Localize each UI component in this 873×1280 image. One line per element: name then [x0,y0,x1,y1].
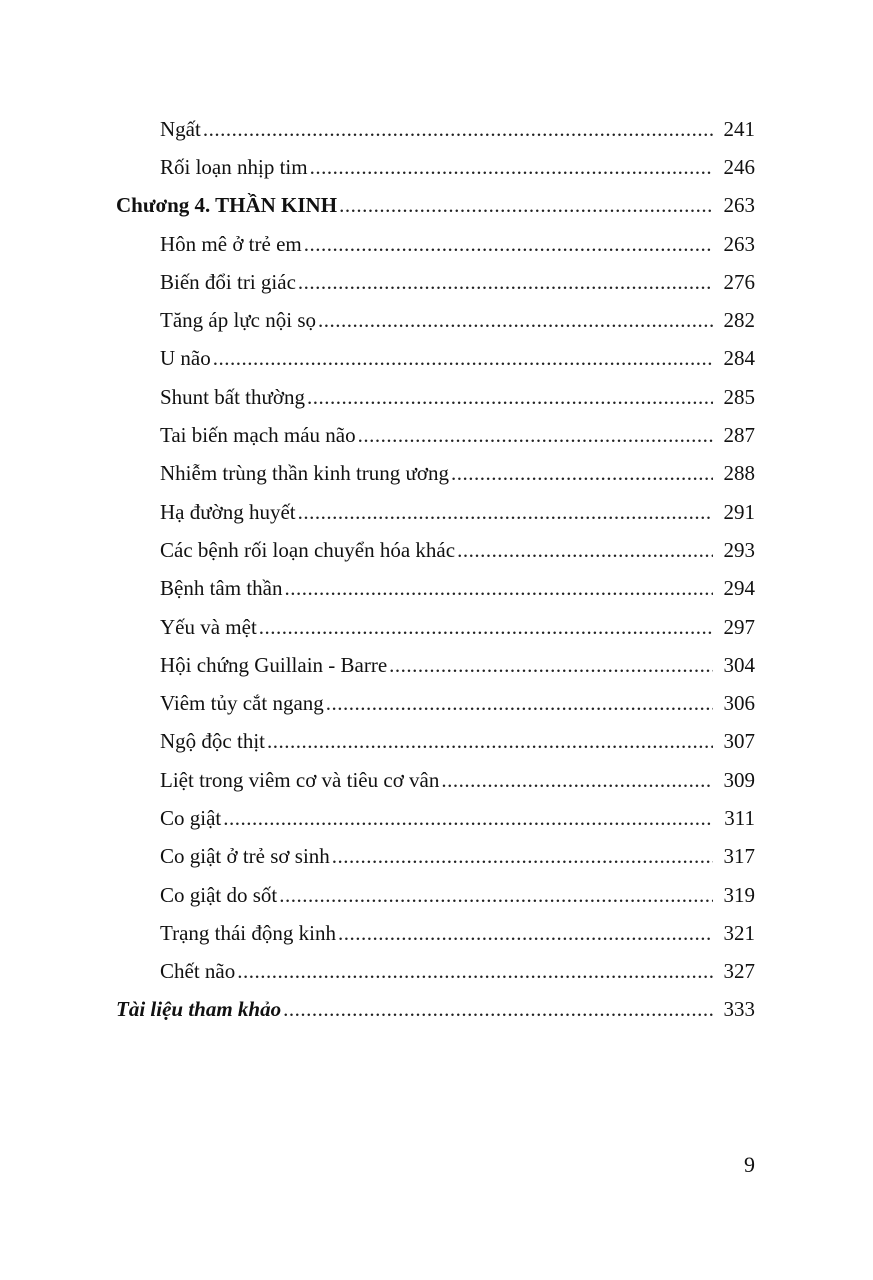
toc-entry-page: 311 [724,805,755,830]
toc-entry [0,416,873,454]
toc-entry-title: Hội chứng Guillain - Barre [160,652,388,677]
toc-entry-page: 317 [723,844,755,869]
dot-leader [267,731,713,752]
toc-entry-title: Các bệnh rối loạn chuyển hóa khác [160,537,456,562]
toc-entry [0,991,873,1029]
toc-entry [0,148,873,186]
toc-entry-title: U não [160,346,211,371]
toc-entry [0,876,873,914]
dot-leader [457,540,713,561]
toc-entry-page: 263 [723,231,755,256]
dot-leader [203,119,713,140]
toc-entry-title: Co giật do sốt [160,882,278,907]
toc-entry [0,225,873,263]
toc-entry-title: Ngất [160,116,201,141]
toc-entry [0,263,873,301]
toc-entry-page: 291 [723,499,755,524]
toc-entry-page: 333 [723,997,755,1022]
dot-leader [298,502,713,523]
toc-entry-title: Co giật [160,805,222,830]
toc-entry-page: 327 [723,959,755,984]
dot-leader [332,846,713,867]
toc-entry [0,799,873,837]
toc-entry-title: Yếu và mệt [160,614,257,639]
toc-entry [0,761,873,799]
toc-entry-title: Tài liệu tham khảo [116,997,282,1022]
toc-entry [0,838,873,876]
toc-entry [0,187,873,225]
dot-leader [339,195,713,216]
toc-entry-title: Liệt trong viêm cơ và tiêu cơ vân [160,767,440,792]
toc-entry-page: 282 [723,308,755,333]
toc-entry-title: Co giật ở trẻ sơ sinh [160,844,330,869]
toc-entry-page: 276 [723,269,755,294]
table-of-contents [0,110,873,1029]
toc-entry-page: 293 [723,537,755,562]
toc-entry [0,914,873,952]
toc-entry-page: 284 [723,346,755,371]
dot-leader [318,310,713,331]
dot-leader [279,885,713,906]
toc-entry-page: 285 [723,384,755,409]
toc-entry-page: 241 [723,116,755,141]
toc-entry [0,646,873,684]
dot-leader [451,463,713,484]
toc-entry-page: 294 [723,576,755,601]
toc-entry-page: 319 [723,882,755,907]
toc-entry [0,455,873,493]
toc-entry [0,684,873,722]
toc-entry-page: 306 [723,691,755,716]
toc-entry [0,110,873,148]
toc-entry-page: 307 [723,729,755,754]
dot-leader [284,578,713,599]
dot-leader [259,617,713,638]
toc-entry [0,953,873,991]
toc-entry-page: 297 [723,614,755,639]
dot-leader [298,272,713,293]
toc-entry-title: Hạ đường huyết [160,499,296,524]
dot-leader [310,157,713,178]
toc-entry [0,301,873,339]
toc-entry [0,723,873,761]
toc-entry-page: 288 [723,461,755,486]
toc-entry-title: Bệnh tâm thần [160,576,283,601]
toc-entry-title: Chết não [160,959,236,984]
toc-entry [0,570,873,608]
dot-leader [307,387,713,408]
toc-entry-title: Shunt bất thường [160,384,305,409]
dot-leader [338,923,713,944]
dot-leader [326,693,713,714]
toc-entry-page: 304 [723,652,755,677]
toc-entry-title: Nhiễm trùng thần kinh trung ương [160,461,450,486]
toc-entry-title: Hôn mê ở trẻ em [160,231,302,256]
dot-leader [223,808,713,829]
dot-leader [213,348,713,369]
toc-entry-title: Tăng áp lực nội sọ [160,308,317,333]
dot-leader [237,961,713,982]
dot-leader [441,770,713,791]
toc-entry-title: Trạng thái động kinh [160,920,336,945]
toc-entry-page: 309 [723,767,755,792]
toc-entry-title: Biến đổi tri giác [160,269,296,294]
dot-leader [358,425,713,446]
dot-leader [304,234,713,255]
toc-entry [0,608,873,646]
toc-entry-title: Rối loạn nhịp tim [160,154,308,179]
toc-entry-page: 321 [723,920,755,945]
toc-entry-title: Viêm tủy cắt ngang [160,691,324,716]
toc-entry-title: Chương 4. THẦN KINH [116,193,338,218]
toc-entry-page: 263 [723,193,755,218]
toc-entry-page: 246 [723,154,755,179]
toc-entry [0,531,873,569]
toc-entry [0,493,873,531]
toc-entry-page: 287 [723,423,755,448]
dot-leader [389,655,713,676]
dot-leader [283,999,713,1020]
toc-entry-title: Ngộ độc thịt [160,729,265,754]
toc-entry-title: Tai biến mạch máu não [160,423,356,448]
toc-entry [0,340,873,378]
toc-entry [0,378,873,416]
page-number: 9 [744,1152,755,1177]
